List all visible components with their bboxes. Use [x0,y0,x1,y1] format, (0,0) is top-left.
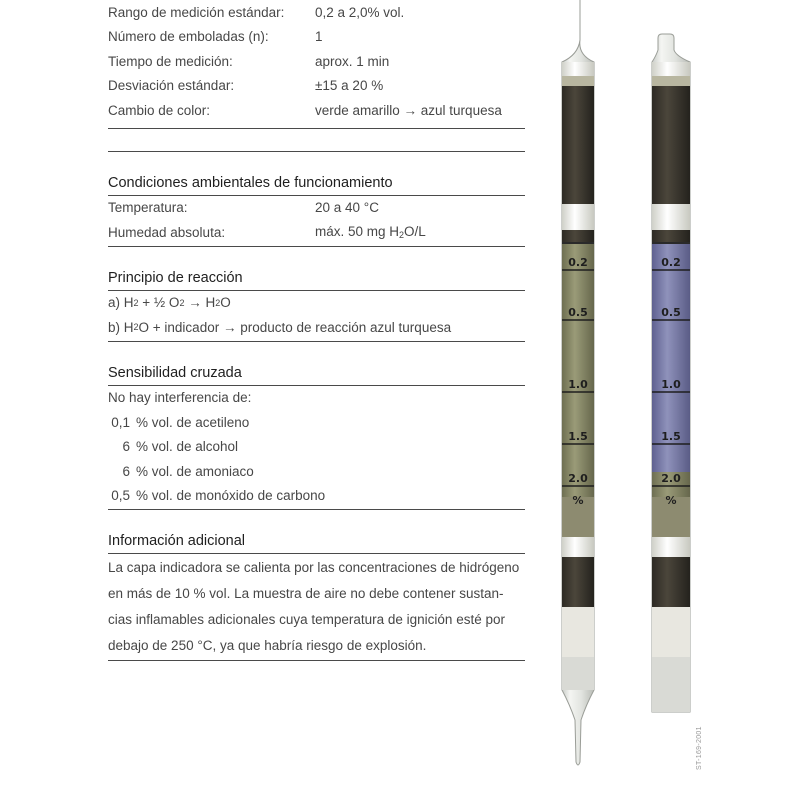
section-heading-reaction: Principio de reacción [108,269,243,286]
divider [108,151,525,152]
divider [108,341,525,342]
info-line: debajo de 250 °C, ya que habría riesgo de explosión. [108,638,427,653]
divider [108,128,525,129]
spec-column [108,0,525,661]
ambient-row-temperature [108,196,525,221]
divider [108,246,525,247]
reaction-line-a: a) H 2 + ½ O 2 → H 2 O [108,295,231,311]
spec-row-deviation [108,74,525,99]
scale-mark-label: 0.2 [661,256,681,269]
spec-value: 0,2 a 2,0% vol. [315,4,405,20]
cross-item: 6 % vol. de alcohol [122,439,239,455]
spec-label: Cambio de color: [108,102,211,118]
divider [108,509,525,510]
info-line: en más de 10 % vol. La muestra de aire no debe contener sustan- [108,586,504,601]
reaction-line-b: b) H 2 O + indicador → producto de reacción azul turquesa [108,319,452,335]
spec-row-strokes [108,25,525,50]
cross-item: 0,1 % vol. de acetileno [111,414,250,430]
spec-label: Desviación estándar: [108,78,235,94]
section-heading-cross: Sensibilidad cruzada [108,364,242,381]
spec-value: ±15 a 20 % [315,78,384,94]
info-line: La capa indicadora se calienta por las concentraciones de hidrógeno [108,560,520,575]
scale-mark-label: % [572,494,584,507]
spec-label: Tiempo de medición: [108,53,233,69]
cross-item: 6 % vol. de amoniaco [122,463,254,479]
spec-label: Rango de medición estándar: [108,4,285,20]
spec-value: 1 [315,29,323,45]
info-line: cias inflamables adicionales cuya temperatura de ignición esté por [108,612,505,627]
image-code: ST-169-2001 [696,726,703,770]
scale-mark-label: % [665,494,677,507]
scale-mark-label: 1.0 [661,378,681,391]
section-heading-info: Información adicional [108,533,246,549]
spec-row-color-change [108,98,525,123]
tube-used [652,34,690,712]
cross-item: 0,5 % vol. de monóxido de carbono [111,488,326,504]
divider [108,553,525,554]
spec-table [108,0,525,123]
cross-intro: No hay interferencia de: [108,390,252,406]
detector-tubes-illustration [540,0,720,800]
ambient-label: Temperatura: [108,200,188,216]
section-heading-ambient: Condiciones ambientales de funcionamiento [108,174,393,191]
ambient-row-humidity [108,220,525,245]
scale-mark-label: 2.0 [568,472,588,485]
scale-mark-label: 1.5 [568,430,588,443]
ambient-value: máx. 50 mg $H_2O/L$ [315,224,426,241]
spec-value: verde amarillo → azul turquesa [315,102,502,118]
spec-row-range [108,0,525,25]
spec-value: aprox. 1 min [315,53,390,69]
ambient-label: Humedad absoluta: [108,224,226,240]
scale-mark-label: 1.5 [661,430,681,443]
divider [108,660,525,661]
scale-mark-label: 0.5 [661,306,681,319]
spec-row-time [108,49,525,74]
spec-label: Número de emboladas (n): [108,29,269,45]
info-paragraph [108,555,525,659]
scale-mark-label: 2.0 [661,472,681,485]
scale-mark-label: 0.5 [568,306,588,319]
ambient-value: 20 a 40 °C [315,200,379,216]
scale-mark-label: 1.0 [568,378,588,391]
scale-mark-label: 0.2 [568,256,588,269]
